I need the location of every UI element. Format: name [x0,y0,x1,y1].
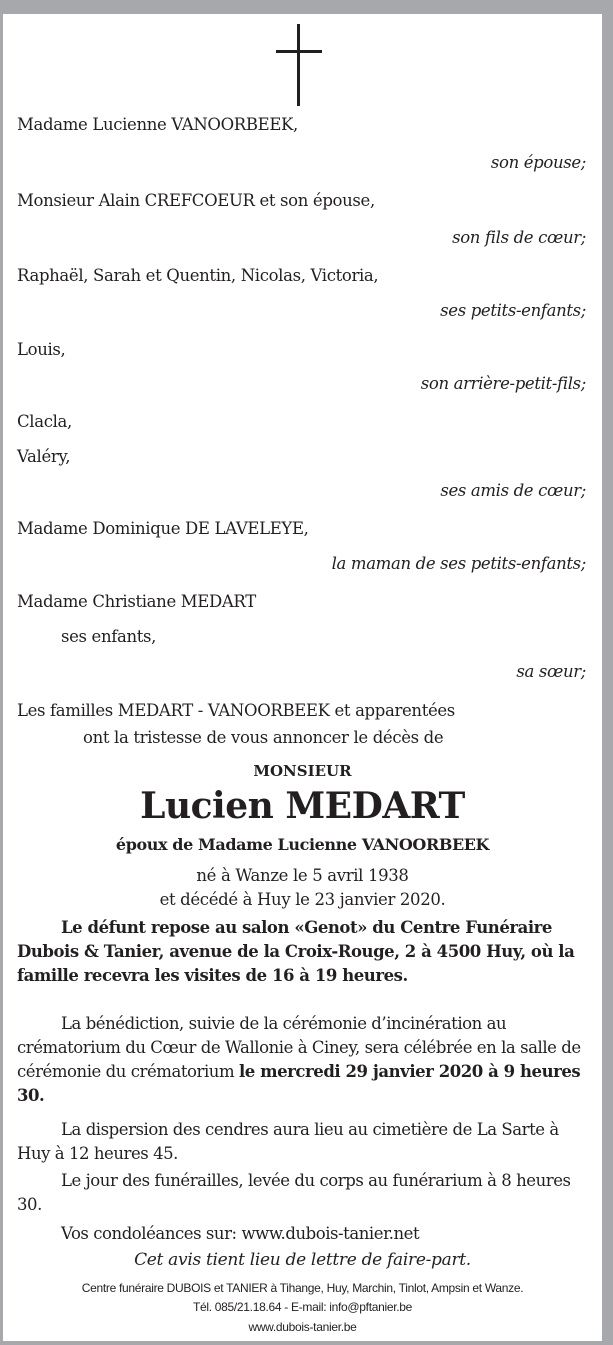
ceremony-text: La bénédiction, suivie de la cérémonie d’incinération au crématorium du Cœur de Wallonie à Ciney, sera célébrée en la salle de cérémonie du crématorium [17,1014,581,1081]
condolences-link[interactable]: www.dubois-tanier.net [241,1224,420,1243]
family-name: Raphaël, Sarah et Quentin, Nicolas, Victoria, [17,266,379,285]
visitation-paragraph [17,916,587,988]
footer-line-2 [3,1299,602,1315]
funeral-day-text: Le jour des funérailles, levée du corps au funérarium à 8 heures 30. [17,1171,571,1214]
sadness-line: ont la tristesse de vous annoncer le décès de [83,728,444,747]
cross-vertical-bar [297,24,300,106]
condolences-paragraph [17,1222,587,1246]
family-relation: la maman de ses petits-enfants; [331,554,586,573]
family-name: Clacla, [17,412,72,431]
family-name: Madame Dominique DE LAVELEYE, [17,519,309,538]
deceased-name: Lucien MEDART [140,785,465,827]
birth-line: né à Wanze le 5 avril 1938 [196,866,409,885]
death-line: et décédé à Huy le 23 janvier 2020. [159,890,446,909]
family-name: Valéry, [17,447,71,466]
family-name: Monsieur Alain CREFCOEUR et son épouse, [17,191,375,210]
family-name: Louis, [17,340,66,359]
family-relation: son épouse; [490,153,586,172]
dispersion-paragraph [17,1118,587,1166]
ceremony-date: le mercredi 29 janvier 2020 à 9 heures 30. [17,1062,581,1105]
spouse-line: époux de Madame Lucienne VANOORBEEK [115,835,490,854]
funeral-day-paragraph [17,1169,587,1217]
notice-line: Cet avis tient lieu de lettre de faire-part. [134,1250,471,1270]
family-relation: son arrière-petit-fils; [420,374,586,393]
obituary-notice [3,14,602,1341]
footer-line-1: Centre funéraire DUBOIS et TANIER à Tihange, Huy, Marchin, Tinlot, Ampsin et Wanze. [81,1281,524,1295]
footer-email-link[interactable]: info@pftanier.be [329,1300,413,1314]
footer-phone: Tél. 085/21.18.64 - E-mail: [192,1300,330,1314]
footer-website-link[interactable]: www.dubois-tanier.be [248,1320,357,1334]
honorific: MONSIEUR [253,762,352,780]
family-name: ses enfants, [61,627,157,646]
family-relation: son fils de cœur; [452,228,586,247]
dispersion-text: La dispersion des cendres aura lieu au cimetière de La Sarte à Huy à 12 heures 45. [17,1120,559,1163]
condolences-label: Vos condoléances sur: [61,1224,242,1243]
families-line: Les familles MEDART - VANOORBEEK et apparentées [17,701,455,720]
family-relation: ses petits-enfants; [440,301,586,320]
ceremony-paragraph [17,1012,587,1108]
cross-horizontal-bar [276,50,322,53]
family-relation: ses amis de cœur; [440,481,586,500]
family-name: Madame Lucienne VANOORBEEK, [17,115,298,134]
family-relation: sa sœur; [516,662,586,681]
visitation-text: Le défunt repose au salon «Genot» du Centre Funéraire Dubois & Tanier, avenue de la Croix-Rouge, 2 à 4500 Huy, où la famille recevra les visites de 16 à 19 heures. [17,918,575,985]
family-name: Madame Christiane MEDART [17,592,256,611]
